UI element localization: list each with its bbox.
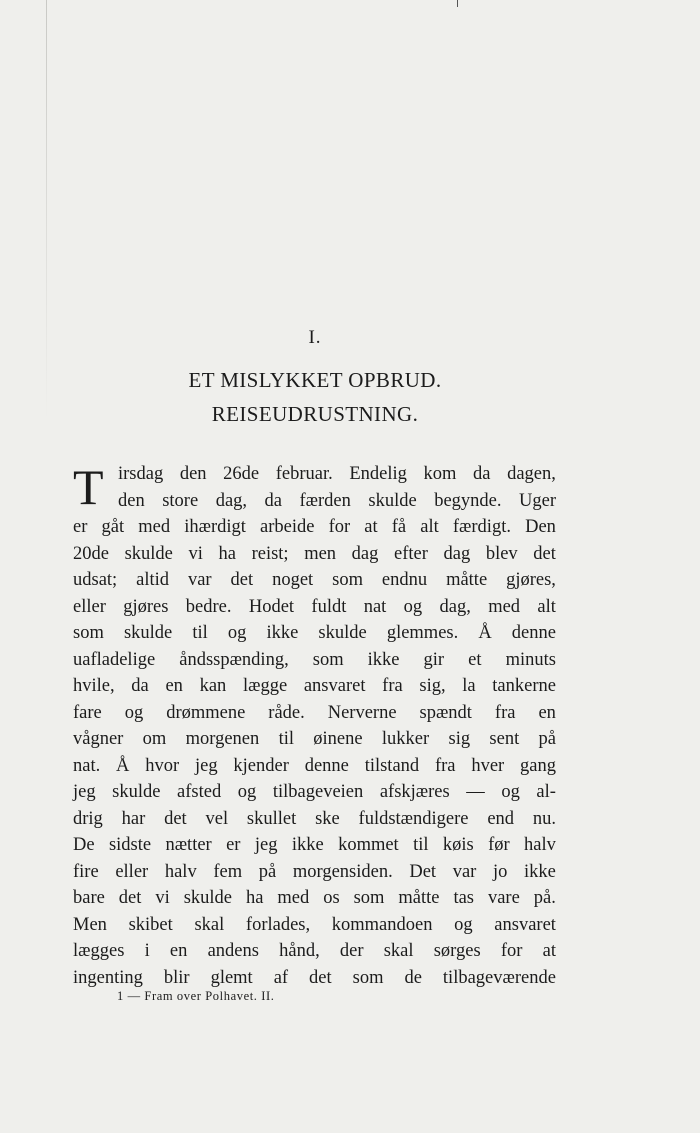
page-footer: 1 — Fram over Polhavet. II. [117,989,275,1003]
text-line: bare det vi skulde ha med os som måtte tas vare på. [73,888,556,908]
text-line: uafladelige åndsspænding, som ikke gir et minuts [73,649,556,670]
page-fold-line [46,0,47,420]
text-line: nat. Å hvor jeg kjender denne tilstand fra hver gang [73,755,556,776]
text-line: vågner om morgenen til øinene lukker sig sent på [73,729,556,749]
text-line: er gåt med ihærdigt arbeide for at få alt færdigt. Den [73,517,556,537]
text-line: fare og drømmene råde. Nerverne spændt fra en [73,702,556,723]
drop-cap: T [73,459,104,515]
text-line: eller gjøres bedre. Hodet fuldt nat og dag, med alt [73,596,556,617]
text-line: fire eller halv fem på morgensiden. Det var jo ikke [73,861,556,882]
page-edge-mark [457,0,458,7]
text-line: ingenting blir glemt af det som de tilbageværende [73,967,556,988]
text-line: irsdag den 26de februar. Endelig kom da dagen, [118,464,556,484]
text-line: drig har det vel skullet ske fuldstændigere end nu. [73,808,556,829]
chapter-title-line-2: REISEUDRUSTNING. [211,402,419,426]
text-line: Men skibet skal forlades, kommandoen og ansvaret [73,914,556,935]
text-line: De sidste nætter er jeg ikke kommet til køis før halv [73,835,556,855]
text-line: den store dag, da færden skulde begynde. Uger [118,490,556,511]
text-line: lægges i en andens hånd, der skal sørges for at [73,941,556,961]
text-line: 20de skulde vi ha reist; men dag efter dag blev det [73,543,556,564]
text-line: hvile, da en kan lægge ansvaret fra sig, la tankerne [73,676,556,696]
chapter-title-line-1: ET MISLYKKET OPBRUD. [188,368,442,392]
text-line: udsat; altid var det noget som endnu måtte gjøres, [73,570,556,590]
text-line: jeg skulde afsted og tilbageveien afskjæres — og al- [73,782,556,802]
chapter-number: I. [308,327,322,348]
text-line: som skulde til og ikke skulde glemmes. Å denne [73,623,556,643]
